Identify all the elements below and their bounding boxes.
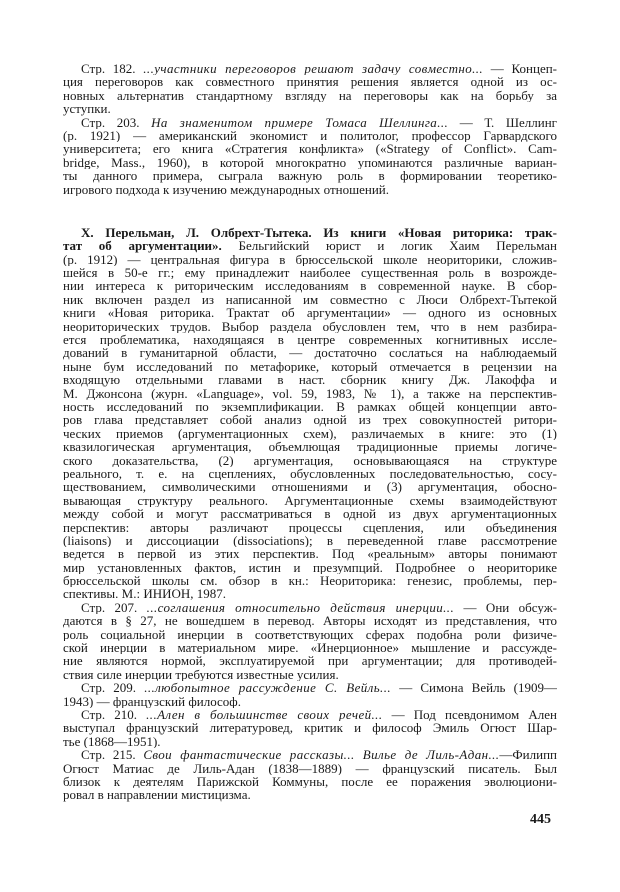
- text-run: ция переговоров как совместного принятия решения является одной из ос-: [63, 75, 557, 89]
- text-run: ность исследований по экземплификации. В рамках общей концепции авто-: [63, 399, 557, 414]
- text-run: ровал в направлении мистицизма.: [63, 788, 251, 802]
- bold-heading: тат об аргументации».: [63, 239, 222, 253]
- text-run: Стр. 209.: [81, 681, 145, 695]
- text-run: тье (1868—1951).: [63, 734, 161, 749]
- text-run: книги «Новая риторика. Трактат об аргументации» — одного из основных: [63, 306, 557, 320]
- text-line: [63, 668, 557, 681]
- text-line: [63, 427, 557, 440]
- text-run: — Симона Вейль (1909—: [391, 681, 557, 695]
- text-run: даются в § 27, не вошедшем в перевод. Авторы исходят из представления, что: [63, 614, 557, 628]
- text-line: [63, 62, 557, 75]
- text-line: [63, 373, 557, 386]
- text-run: вывающая структуру реального. Аргументационные схемы взаимодействуют: [63, 493, 557, 508]
- text-line: [63, 129, 557, 142]
- text-run: — Т. Шеллинг: [448, 115, 557, 129]
- text-run: ского доказательства, (2) аргументация, основывающаяся на структуре: [63, 453, 557, 467]
- paragraph: [63, 748, 557, 802]
- text-run: перспектив: авторы различают процессы сцепления, или объединения: [63, 520, 557, 534]
- text-run: ется проблематика, находящаяся в центре современных когнитивных иссле-: [63, 333, 557, 347]
- text-run: ведется в первой из этих перспектив. Под «реальным» авторы понимают: [63, 547, 557, 561]
- text-line: [63, 721, 557, 734]
- text-line: [63, 239, 557, 252]
- text-run: ты данного примера, сыграла важную роль в формировании теоретико-: [63, 169, 557, 183]
- text-run: спективы. М.: ИНИОН, 1987.: [63, 587, 227, 601]
- text-run: — Под псевдонимом Ален: [382, 707, 557, 722]
- italic-citation: ...участники переговоров решают задачу совместно...: [143, 62, 484, 76]
- italic-citation: ...любопытное рассуждение С. Вейль...: [144, 681, 391, 695]
- text-line: [63, 226, 557, 239]
- text-line: [63, 279, 557, 292]
- text-line: [63, 454, 557, 467]
- text-run: Огюст Матиас де Лиль-Адан (1838—1889) — французский писатель. Был: [63, 761, 557, 775]
- italic-citation: ...Ален в большинстве своих речей...: [146, 707, 383, 722]
- text-line: [63, 494, 557, 507]
- text-line: [63, 360, 557, 373]
- text-run: реального, т. е. на сцеплениях, обусловленных последовательностью, сосу-: [63, 466, 557, 481]
- italic-citation: Свои фантастические рассказы... Вилье де Лиль-Адан...: [143, 748, 500, 762]
- paragraph: [63, 116, 557, 196]
- text-line: [63, 293, 557, 306]
- text-run: (р. 1921) — американский экономист и политолог, профессор Гарвардского: [63, 128, 557, 143]
- text-run: ческих приемов (аргументационных схем), различаемых в книге: это (1): [63, 426, 557, 441]
- text-line: [63, 681, 557, 694]
- text-run: новных альтернатив стандартному взгляду на переговоры как на борьбу за: [63, 88, 557, 103]
- text-line: [63, 333, 557, 346]
- text-run: Стр. 215.: [81, 748, 144, 762]
- text-run: шейся в 50-е гг.; ему принадлежит наиболее существенная роль в возрожде-: [63, 266, 557, 280]
- text-line: [63, 695, 557, 708]
- text-line: [63, 561, 557, 574]
- text-run: (р. 1912) — центральная фигура в брюссельской школе неориторики, сложив-: [63, 252, 557, 267]
- text-run: 1943) — французский философ.: [63, 694, 241, 708]
- paragraph: [63, 62, 557, 116]
- text-run: выступал французский литературовед, критик и философ Эмиль Огюст Шар-: [63, 721, 557, 735]
- text-line: [63, 507, 557, 520]
- document-page-text: [63, 62, 557, 802]
- text-run: ществованием, символическими отношениями и (3) аргументация, обосно-: [63, 480, 557, 494]
- bold-heading: Х. Перельман, Л. Олбрехт-Тытека. Из книги «Новая риторика: трак-: [81, 225, 557, 240]
- text-line: [63, 521, 557, 534]
- text-run: нии интереса к риторическим исследованиям в современной науке. В сбор-: [63, 279, 557, 293]
- text-line: [63, 467, 557, 480]
- text-line: [63, 641, 557, 654]
- text-run: университета; его книга «Стратегия конфликта» («Strategy of Conflict». Cam-: [63, 142, 557, 156]
- text-line: [63, 547, 557, 560]
- text-line: [63, 142, 557, 155]
- text-run: ныне бум исследований по метафорике, который отмечается в рецензии на: [63, 359, 557, 374]
- text-run: Бельгийский юрист и логик Хаим Перельман: [221, 239, 557, 253]
- text-line: [63, 440, 557, 453]
- text-run: дований в гуманитарной области, — достаточно сослаться на наблюдаемый: [63, 346, 557, 360]
- paragraph: [63, 708, 557, 748]
- text-line: [63, 102, 557, 115]
- text-run: ской инерции в материальном мире. «Инерционное» мышление и рассужде-: [63, 641, 557, 655]
- text-run: Стр. 207.: [81, 600, 147, 615]
- text-line: [63, 788, 557, 801]
- text-line: [63, 775, 557, 788]
- text-run: —Филипп: [499, 748, 557, 762]
- text-line: [63, 587, 557, 600]
- text-line: [63, 306, 557, 319]
- page-number: 445: [530, 812, 551, 827]
- text-line: [63, 75, 557, 88]
- paragraph: [63, 601, 557, 681]
- text-run: роль социальной инерции в соответствующих сферах подобна роли физиче-: [63, 627, 557, 642]
- text-run: неориторических трудов. Выбор раздела обусловлен тем, что в нем разбира-: [63, 319, 557, 334]
- text-run: ние являются нормой, эксплуатируемой при аргументации; для противодей-: [63, 654, 557, 668]
- text-line: [63, 654, 557, 667]
- text-run: Стр. 203.: [81, 115, 152, 129]
- italic-citation: На знаменитом примере Томаса Шеллинга...: [151, 115, 449, 129]
- text-run: ров глава представляет собой анализ одной из трех совокупностей ритори-: [63, 413, 557, 427]
- italic-citation: ...соглашения относительно действия инерции...: [146, 600, 455, 615]
- text-line: [63, 534, 557, 547]
- text-line: [63, 735, 557, 748]
- text-run: между собой и могут рассматриваться в одной из двух аргументационных: [63, 507, 557, 521]
- text-run: квазилогическая аргументация, объемлющая традиционные приемы логиче-: [63, 440, 557, 454]
- text-run: — Они обсуж-: [454, 600, 557, 615]
- paragraph: [63, 226, 557, 601]
- text-line: [63, 708, 557, 721]
- text-line: [63, 628, 557, 641]
- text-line: [63, 574, 557, 587]
- text-line: [63, 266, 557, 279]
- text-run: Стр. 210.: [81, 707, 147, 722]
- text-line: [63, 400, 557, 413]
- text-run: уступки.: [63, 102, 111, 116]
- text-line: [63, 346, 557, 359]
- text-line: [63, 413, 557, 426]
- text-line: [63, 116, 557, 129]
- text-line: [63, 748, 557, 761]
- text-line: [63, 762, 557, 775]
- paragraph: [63, 681, 557, 708]
- text-run: — Концеп-: [483, 62, 557, 76]
- text-line: [63, 183, 557, 196]
- text-run: ствия силе инерции требуются известные усилия.: [63, 667, 339, 682]
- text-line: [63, 601, 557, 614]
- text-run: входящую отдельными главами в наст. сборник книгу Дж. Лакоффа и: [63, 373, 557, 387]
- text-run: ник включен раздел из написанной им совместно с Люси Олбрехт-Тытекой: [63, 292, 557, 307]
- text-line: [63, 156, 557, 169]
- text-line: [63, 614, 557, 627]
- text-line: [63, 169, 557, 182]
- text-line: [63, 480, 557, 493]
- text-line: [63, 320, 557, 333]
- text-line: [63, 253, 557, 266]
- text-run: (liaisons) и диссоциации (dissociations); в переведенной главе рассмотрение: [63, 533, 557, 548]
- text-run: мир установленных фактов, истин и презумпций. Подробнее о неориторике: [63, 560, 557, 575]
- section-gap: [63, 196, 557, 226]
- text-line: [63, 89, 557, 102]
- text-run: брюссельской школы см. обзор в кн.: Неориторика: генезис, проблемы, пер-: [63, 574, 557, 588]
- text-run: игрового подхода к изучению международных отношений.: [63, 182, 389, 196]
- text-run: М. Джонсона (журн. «Language», vol. 59, 1983, № 1), а также на перспектив-: [63, 386, 557, 400]
- text-run: bridge, Mass., 1960), в которой многократно упоминаются различные вариан-: [63, 155, 557, 170]
- text-run: близок к деятелям Парижской Коммуны, после ее поражения эволюциони-: [63, 774, 557, 789]
- text-line: [63, 387, 557, 400]
- text-run: Стр. 182.: [81, 62, 144, 76]
